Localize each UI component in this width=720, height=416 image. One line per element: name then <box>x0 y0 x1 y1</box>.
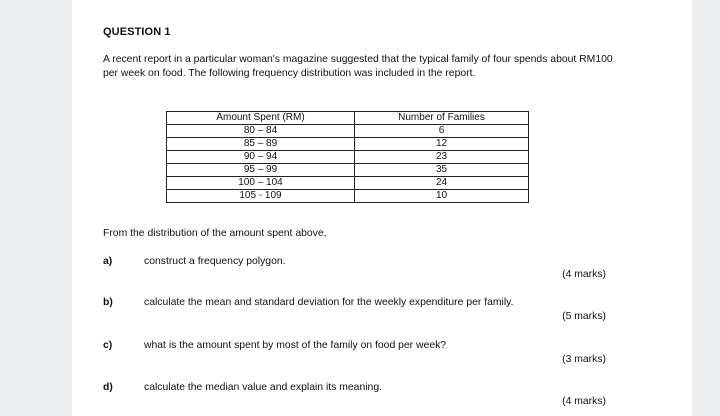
question-b-text: calculate the mean and standard deviation for the weekly expenditure per family. <box>144 297 514 308</box>
question-d-marks: (4 marks) <box>562 396 606 407</box>
question-b-letter: b) <box>103 297 113 308</box>
table-row <box>167 164 529 177</box>
question-intro: A recent report in a particular woman's magazine suggested that the typical family of four spends about RM100 per week on food. The following frequency distribution was included in the report. <box>103 54 613 79</box>
table-row <box>167 125 529 138</box>
question-a-letter: a) <box>103 256 113 267</box>
question-c-letter: c) <box>103 340 113 351</box>
families-cell: 24 <box>355 177 529 190</box>
table-row <box>167 177 529 190</box>
column-header-families: Number of Families <box>355 112 529 125</box>
table-row <box>167 190 529 203</box>
frequency-table <box>166 111 529 203</box>
question-d-letter: d) <box>103 382 113 393</box>
families-cell: 23 <box>355 151 529 164</box>
table-row <box>167 138 529 151</box>
amount-cell: 105 - 109 <box>167 190 355 203</box>
question-a-text: construct a frequency polygon. <box>144 256 286 267</box>
amount-cell: 90 – 94 <box>167 151 355 164</box>
amount-cell: 100 – 104 <box>167 177 355 190</box>
families-cell: 6 <box>355 125 529 138</box>
left-margin-background <box>0 0 72 416</box>
amount-cell: 85 – 89 <box>167 138 355 151</box>
table-header-row <box>167 112 529 125</box>
families-cell: 12 <box>355 138 529 151</box>
question-b-marks: (5 marks) <box>562 311 606 322</box>
question-c-text: what is the amount spent by most of the family on food per week? <box>144 340 447 351</box>
column-header-amount: Amount Spent (RM) <box>167 112 355 125</box>
families-cell: 35 <box>355 164 529 177</box>
right-margin-background <box>692 0 720 416</box>
question-heading: QUESTION 1 <box>103 26 171 38</box>
amount-cell: 95 – 99 <box>167 164 355 177</box>
question-d-text: calculate the median value and explain its meaning. <box>144 382 382 393</box>
amount-cell: 80 – 84 <box>167 125 355 138</box>
families-cell: 10 <box>355 190 529 203</box>
lead-sentence: From the distribution of the amount spent above, <box>103 228 327 239</box>
table-row <box>167 151 529 164</box>
question-a-marks: (4 marks) <box>562 269 606 280</box>
question-c-marks: (3 marks) <box>562 354 606 365</box>
